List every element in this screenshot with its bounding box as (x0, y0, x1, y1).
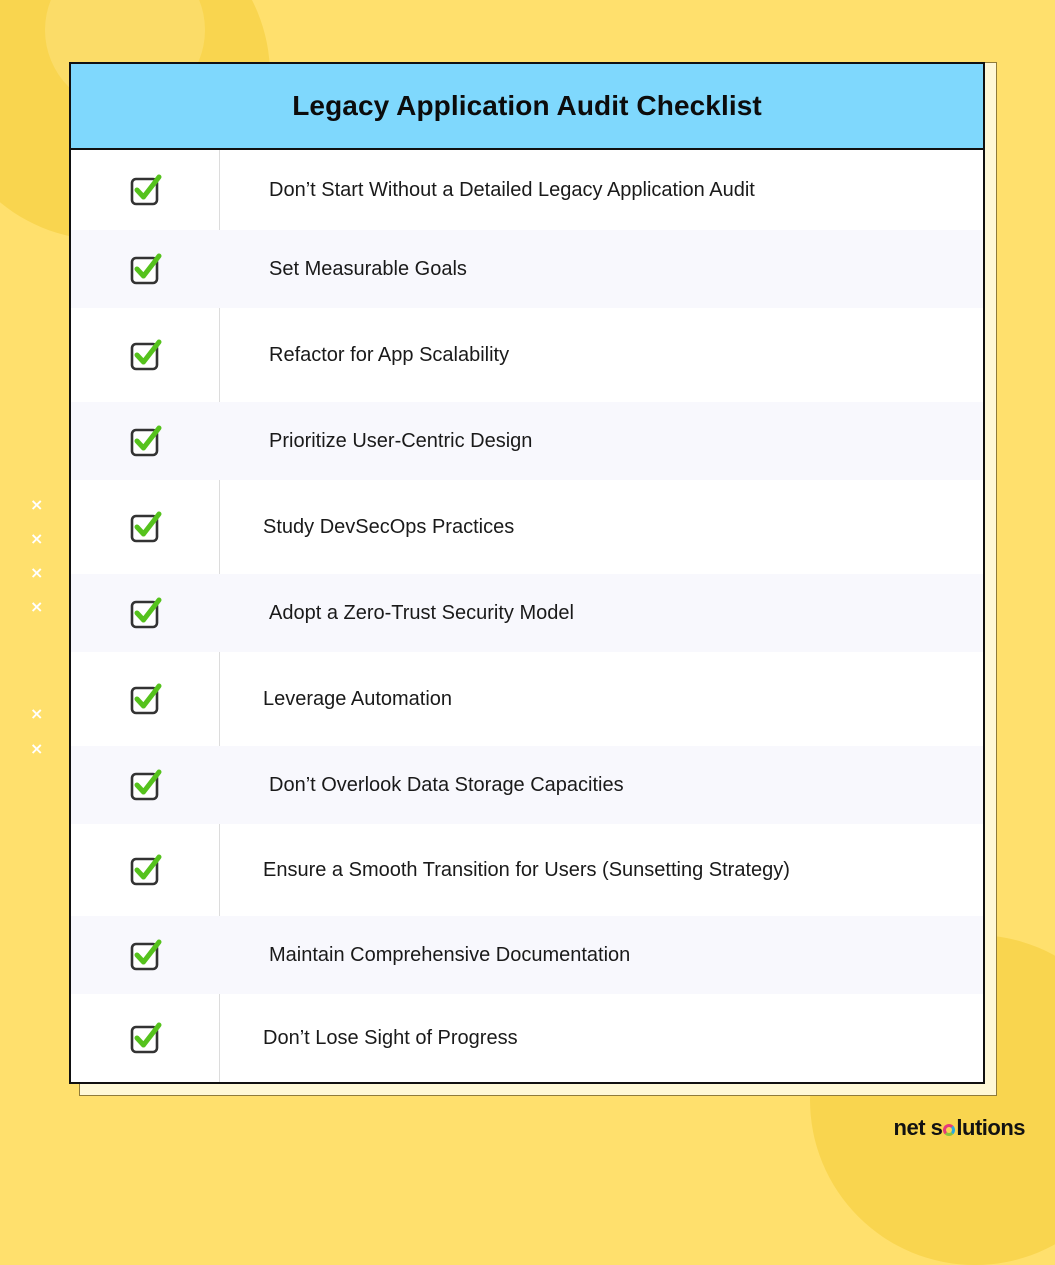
logo-text-end: lutions (956, 1115, 1025, 1140)
checkbox-cell (71, 173, 220, 207)
logo-text-start: net s (893, 1115, 943, 1140)
checkmark-box-icon (129, 938, 163, 972)
checklist-item-label: Refactor for App Scalability (269, 343, 510, 366)
checkmark-box-icon (129, 424, 163, 458)
checkmark-box-icon (129, 596, 163, 630)
checkbox-cell (71, 424, 220, 458)
checkmark-box-icon (129, 682, 163, 716)
checkmark-box-icon (129, 1021, 163, 1055)
checklist-item-label: Maintain Comprehensive Documentation (269, 943, 631, 966)
checklist-row (71, 480, 983, 574)
checklist-item-label: Study DevSecOps Practices (263, 515, 515, 538)
checklist-item-label: Adopt a Zero-Trust Security Model (269, 601, 574, 624)
checkmark-box-icon (129, 853, 163, 887)
checkbox-cell (71, 768, 220, 802)
checklist-item-label: Set Measurable Goals (269, 257, 467, 280)
checklist-row (71, 746, 983, 824)
checklist-header (71, 64, 983, 150)
decorative-cross-icon: × (30, 495, 44, 514)
checklist-row (71, 150, 983, 230)
checkmark-box-icon (129, 252, 163, 286)
checklist-row (71, 824, 983, 916)
checkbox-cell (71, 1021, 220, 1055)
decorative-cross-icon: × (30, 597, 44, 616)
checklist-item-label: Prioritize User-Centric Design (269, 429, 533, 452)
checklist-card (69, 62, 985, 1084)
decorative-cross-icon: × (30, 704, 44, 723)
checklist-row (71, 994, 983, 1082)
checkbox-cell (71, 252, 220, 286)
decorative-cross-icon: × (30, 563, 44, 582)
net-solutions-logo (894, 1115, 1025, 1141)
checkmark-box-icon (129, 338, 163, 372)
checklist-item-label: Don’t Overlook Data Storage Capacities (269, 773, 624, 796)
checklist-item-label: Leverage Automation (263, 687, 453, 710)
checklist-row (71, 308, 983, 402)
checkbox-cell (71, 596, 220, 630)
checklist-row (71, 230, 983, 308)
checkbox-cell (71, 938, 220, 972)
checkmark-box-icon (129, 768, 163, 802)
checkmark-box-icon (129, 173, 163, 207)
checklist-item-label: Ensure a Smooth Transition for Users (Sunsetting Strategy) (263, 858, 790, 881)
checklist-row (71, 574, 983, 652)
decorative-cross-icon: × (30, 529, 44, 548)
checklist-row (71, 402, 983, 480)
decorative-cross-icon: × (30, 739, 44, 758)
checkbox-cell (71, 338, 220, 372)
checkbox-cell (71, 682, 220, 716)
checklist-item-label: Don’t Start Without a Detailed Legacy Application Audit (269, 178, 755, 201)
checklist-row (71, 652, 983, 746)
checkbox-cell (71, 510, 220, 544)
checkbox-cell (71, 853, 220, 887)
checklist-title: Legacy Application Audit Checklist (292, 90, 762, 121)
checkmark-box-icon (129, 510, 163, 544)
checklist-row (71, 916, 983, 994)
logo-o-icon (943, 1124, 955, 1136)
checklist-item-label: Don’t Lose Sight of Progress (263, 1026, 518, 1049)
